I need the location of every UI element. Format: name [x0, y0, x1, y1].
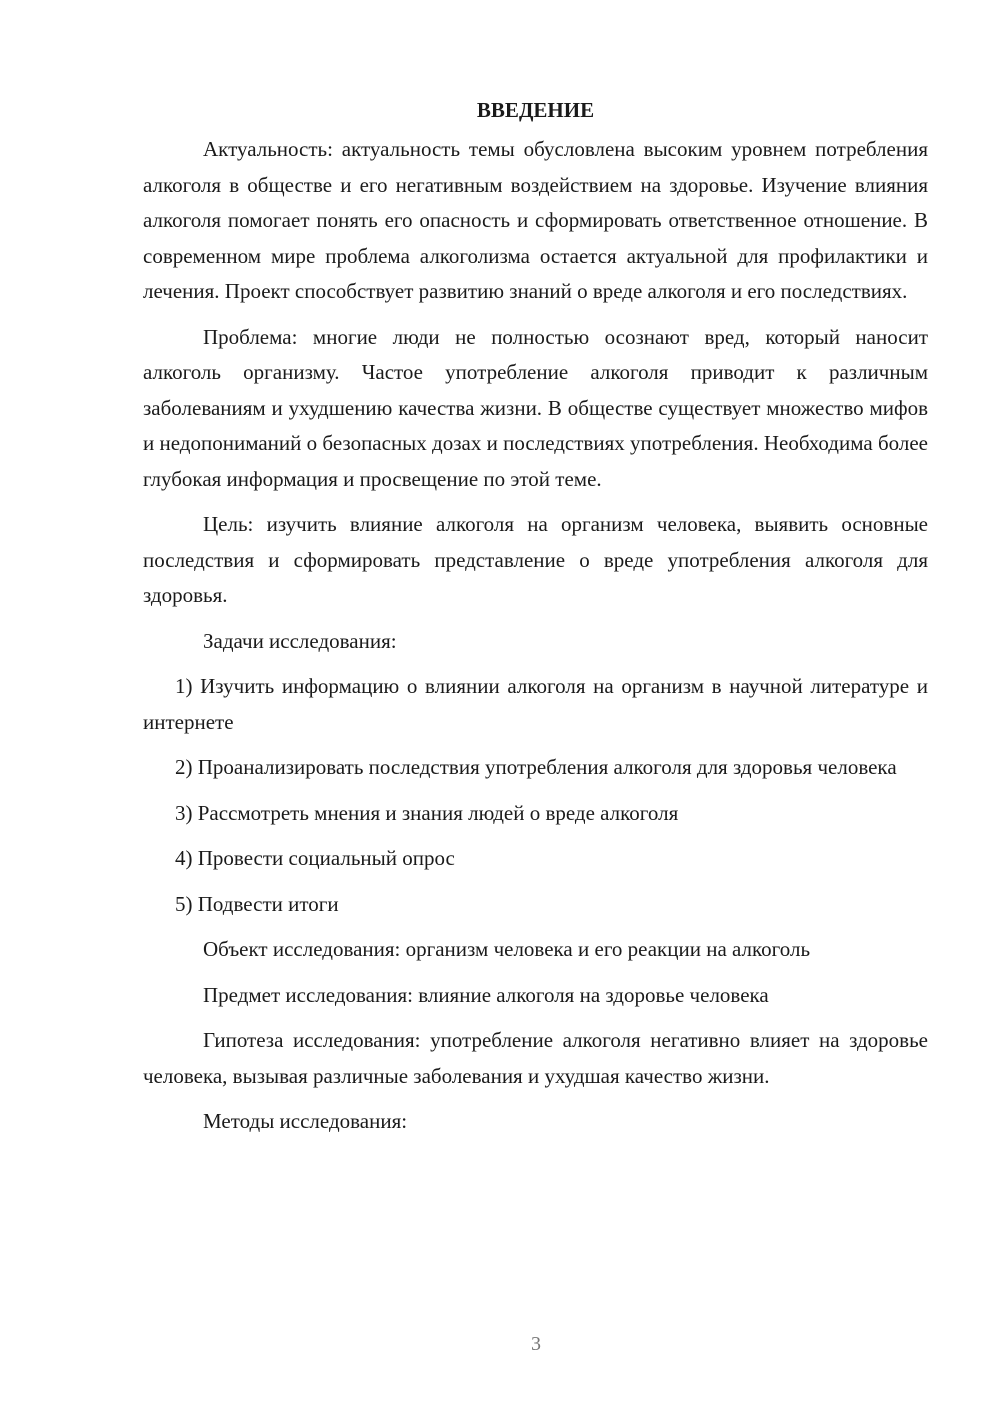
research-hypothesis: Гипотеза исследования: употребление алкоголя негативно влияет на здоровье человека, вызывая различные заболевания и ухудшая качество жизни.: [143, 1028, 928, 1088]
research-methods: Методы исследования:: [203, 1109, 408, 1133]
page-number: 3: [531, 1333, 541, 1355]
research-subject: Предмет исследования: влияние алкоголя на здоровье человека: [203, 982, 769, 1007]
page-title: ВВЕДЕНИЕ: [476, 98, 595, 122]
task-item-2: 2) Проанализировать последствия употребления алкоголя для здоровья человека: [175, 755, 897, 779]
task-item-3: 3) Рассмотреть мнения и знания людей о вреде алкоголя: [175, 800, 679, 825]
page-content: [143, 92, 928, 1150]
tasks-heading: Задачи исследования:: [203, 628, 397, 653]
task-item-4: 4) Провести социальный опрос: [175, 846, 455, 870]
paragraph-relevance: Актуальность: актуальность темы обусловлена высоким уровнем потребления алкоголя в обществе и его негативным воздействием на здоровье. Изучение влияния алкоголя помогает понять его опасность и сформировать ответственное отношение. В современном мире проблема алкоголизма остается актуальной для профилактики и лечения. Проект способствует развитию знаний о вреде алкоголя и его последствиях.: [143, 137, 928, 303]
task-item-5: 5) Подвести итоги: [175, 891, 339, 916]
research-object: Объект исследования: организм человека и его реакции на алкоголь: [203, 937, 811, 961]
task-item-1: 1) Изучить информацию о влиянии алкоголя на организм в научной литературе и интернете: [143, 674, 928, 734]
paragraph-problem: Проблема: многие люди не полностью осознают вред, который наносит алкоголь организму. Частое употребление алкоголя приводит к различным заболеваниям и ухудшению качества жизни. В обществе существует множество мифов и недопониманий о безопасных дозах и последствиях употребления. Необходима более глубокая информация и просвещение по этой теме.: [143, 324, 928, 491]
paragraph-goal: Цель: изучить влияние алкоголя на организм человека, выявить основные последствия и сформировать представление о вреде употребления алкоголя для здоровья.: [143, 512, 928, 607]
